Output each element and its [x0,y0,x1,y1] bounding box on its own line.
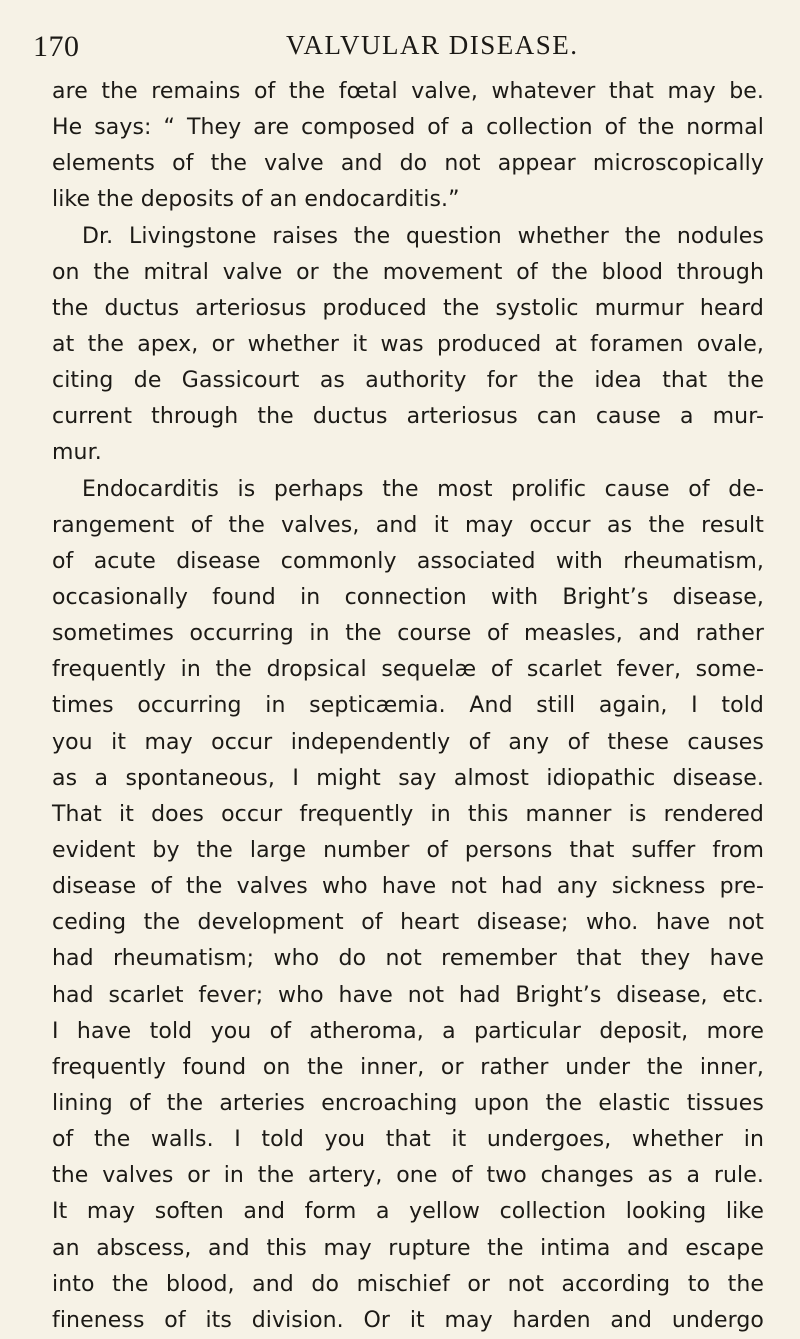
text-line: on the mitral valve or the movement of the blood through [52,259,764,285]
text-line: had scarlet fever; who have not had Bright’s disease, etc. [52,982,764,1008]
text-line: lining of the arteries encroaching upon the elastic tissues [52,1090,764,1116]
text-line: frequently found on the inner, or rather under the inner, [52,1054,764,1080]
text-line: sometimes occurring in the course of measles, and rather [52,621,764,647]
text-line: rangement of the valves, and it may occur as the result [52,512,764,538]
text-line: That it does occur frequently in this manner is rendered [52,801,764,827]
page-header [33,22,763,62]
text-line: an abscess, and this may rupture the intima and escape [52,1235,764,1261]
text-line: times occurring in septicæmia. And still again, I told [52,693,764,719]
text-line: frequently in the dropsical sequelæ of scarlet fever, some- [52,657,764,683]
text-line: I have told you of atheroma, a particular deposit, more [52,1018,764,1044]
text-line: He says: “ They are composed of a collection of the normal [52,115,764,141]
text-line: Endocarditis is perhaps the most prolific cause of de- [82,476,764,502]
text-line: the valves or in the artery, one of two changes as a rule. [52,1163,764,1189]
text-line: you it may occur independently of any of these causes [52,729,764,755]
text-line: at the apex, or whether it was produced at foramen ovale, [52,331,764,357]
text-line: of acute disease commonly associated with rheumatism, [52,548,764,574]
text-line: elements of the valve and do not appear microscopically [52,151,764,177]
text-line: had rheumatism; who do not remember that they have [52,946,764,972]
text-line: occasionally found in connection with Bright’s disease, [52,584,764,610]
page-number: 170 [33,30,80,63]
text-line: current through the ductus arteriosus can cause a mur- [52,404,764,430]
text-line: Dr. Livingstone raises the question whether the nodules [82,223,764,249]
text-line: into the blood, and do mischief or not according to the [52,1271,764,1297]
text-line: disease of the valves who have not had any sickness pre- [52,874,764,900]
text-line: citing de Gassicourt as authority for the idea that the [52,368,764,394]
running-head: VALVULAR DISEASE. [286,30,579,60]
text-line: fineness of its division. Or it may harden and undergo [52,1307,764,1333]
text-line: evident by the large number of persons that suffer from [52,837,764,863]
text-line: It may soften and form a yellow collection looking like [52,1199,764,1225]
text-line: are the remains of the fœtal valve, whatever that may be. [52,79,764,104]
text-line: of the walls. I told you that it undergoes, whether in [52,1127,764,1153]
text-line: ceding the development of heart disease; who. have not [52,910,764,936]
body-text [52,74,764,1339]
text-line: mur. [52,440,102,466]
text-line: like the deposits of an endocarditis.” [52,187,460,213]
text-line: the ductus arteriosus produced the systolic murmur heard [52,295,764,321]
text-line: as a spontaneous, I might say almost idiopathic disease. [52,765,764,791]
